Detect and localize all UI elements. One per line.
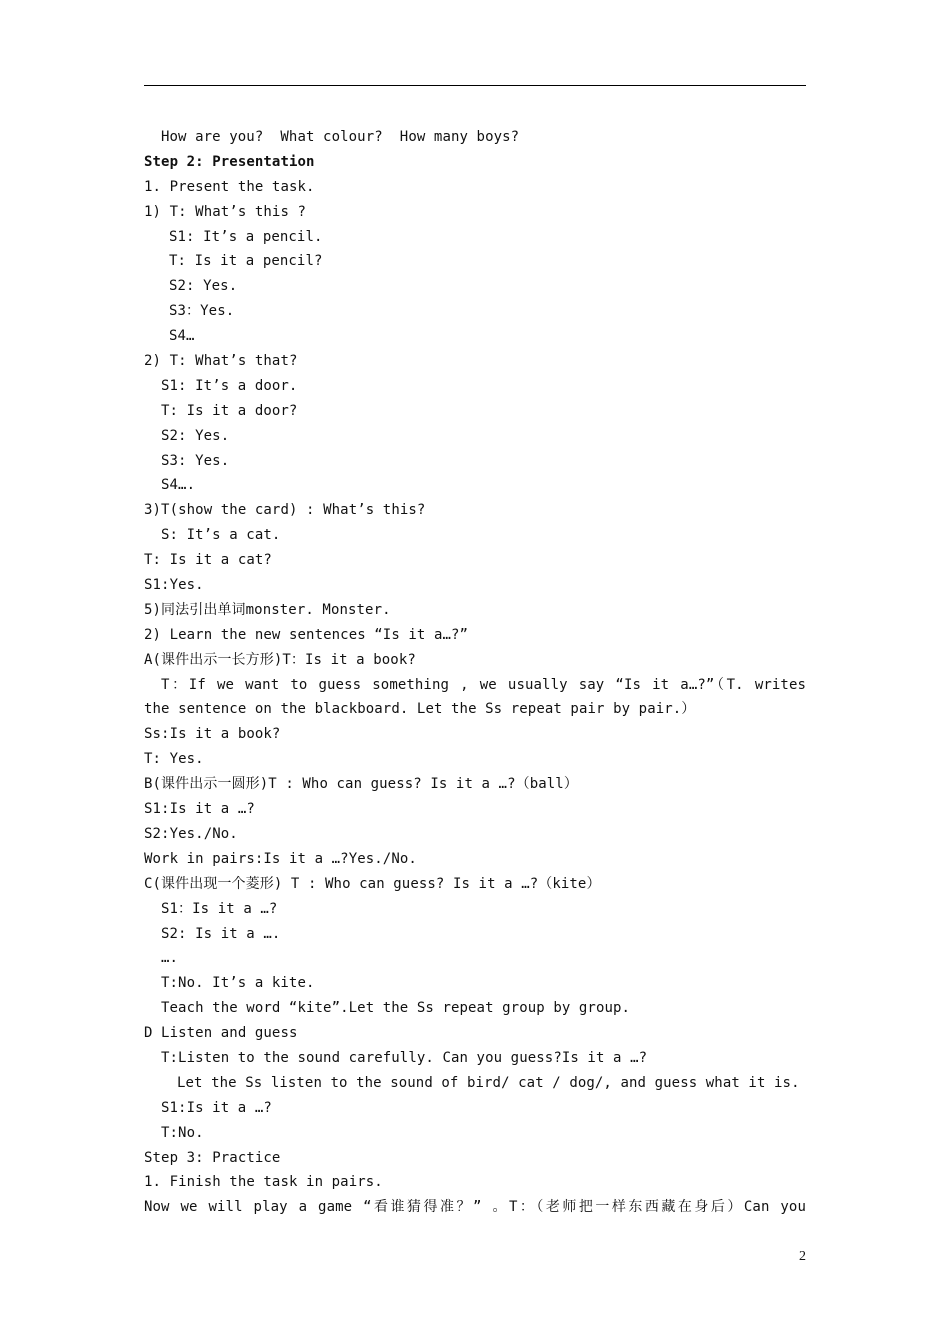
dialogue-line: T:Listen to the sound carefully. Can you guess?Is it a …?	[161, 1049, 648, 1066]
dialogue-line: S4….	[161, 477, 196, 494]
text-line: T: Yes.	[144, 751, 204, 768]
text-line: 1) T: What’s this ?	[144, 203, 307, 220]
text-line: S1:Yes.	[144, 577, 204, 594]
text-line: A(课件出示一长方形)T：Is it a book?	[144, 651, 416, 668]
text-line: 5)同法引出单词monster. Monster.	[144, 601, 391, 618]
dialogue-line: S3：Yes.	[169, 303, 235, 320]
text-line: C(课件出现一个菱形) T : Who can guess? Is it a …?（kite）	[144, 875, 601, 892]
dialogue-line: T:No. It’s a kite.	[161, 975, 315, 992]
header-rule	[144, 85, 806, 86]
dialogue-line: T:No.	[161, 1124, 204, 1141]
text-line: How are you? What colour? How many boys?	[161, 129, 520, 145]
text-line: T: Is it a cat?	[144, 552, 272, 569]
dialogue-line: Teach the word “kite”.Let the Ss repeat group by group.	[161, 1000, 631, 1017]
text-line: D Listen and guess	[144, 1025, 298, 1042]
dialogue-line: S2: Yes.	[169, 278, 238, 295]
text-line: 2) Learn the new sentences “Is it a…?”	[144, 626, 469, 643]
text-line: Work in pairs:Is it a …?Yes./No.	[144, 850, 417, 867]
dialogue-line: S1: It’s a door.	[161, 377, 298, 394]
dialogue-line: T: Is it a pencil?	[169, 253, 323, 270]
dialogue-line: S1: It’s a pencil.	[169, 228, 323, 245]
dialogue-line: S3: Yes.	[161, 452, 230, 469]
text-line: B(课件出示一圆形)T : Who can guess? Is it a …?（ball）	[144, 776, 578, 793]
paragraph-line: the sentence on the blackboard. Let the Ss repeat pair by pair.）	[144, 701, 696, 718]
dialogue-line: S1：Is it a …?	[161, 900, 278, 917]
section-heading: Step 3: Practice	[144, 1149, 281, 1166]
text-line: 3)T(show the card) : What’s this?	[144, 502, 426, 519]
text-line: 1. Finish the task in pairs.	[144, 1174, 383, 1191]
dialogue-line: S: It’s a cat.	[161, 527, 281, 544]
page-number: 2	[799, 1249, 806, 1264]
dialogue-line: S2: Yes.	[161, 427, 230, 444]
section-heading: Step 2: Presentation	[144, 153, 315, 170]
dialogue-line: ….	[161, 950, 179, 967]
document-body	[144, 125, 806, 1220]
text-line: S2:Yes./No.	[144, 825, 238, 842]
text-line: S1:Is it a …?	[144, 801, 255, 818]
paragraph-line: Now we will play a game “看谁猜得准？” 。T：（老师把一样东西藏在身后）Can you	[144, 1199, 806, 1216]
text-line: Ss:Is it a book?	[144, 726, 281, 743]
dialogue-line: T: Is it a door?	[161, 402, 298, 419]
text-line: 2) T: What’s that?	[144, 353, 298, 370]
paragraph-line: T：If we want to guess something , we usually say “Is it a…?”（T. writes	[161, 676, 806, 693]
text-line: Let the Ss listen to the sound of bird/ cat / dog/, and guess what it is.	[177, 1074, 800, 1091]
dialogue-line: S1:Is it a …?	[161, 1099, 272, 1116]
text-line: 1. Present the task.	[144, 178, 315, 195]
dialogue-line: S2: Is it a ….	[161, 925, 281, 942]
dialogue-line: S4…	[169, 328, 195, 345]
